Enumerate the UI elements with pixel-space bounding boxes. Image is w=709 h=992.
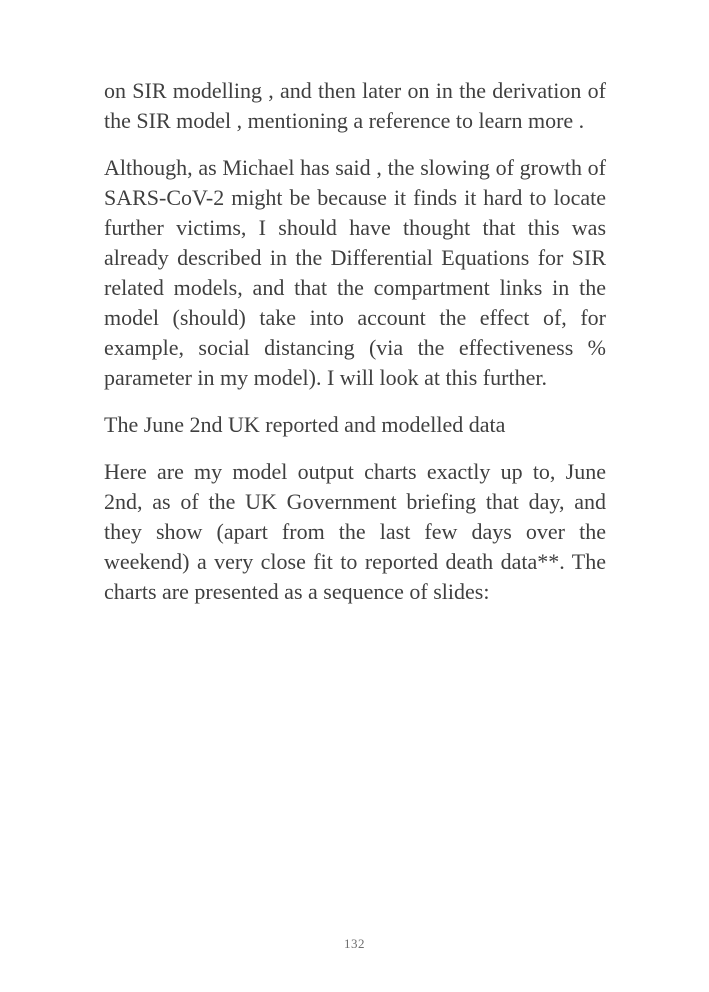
- paragraph-june-2nd-heading: The June 2nd UK reported and modelled data: [104, 412, 506, 437]
- page-number: 132: [344, 936, 365, 951]
- paragraph-model-output-charts: Here are my model output charts exactly up to, June 2nd, as of the UK Government briefing that day, and they show (apart from the last few days over the weekend) a very close fit to reported death data**. The charts are presented as a sequence of slides:: [104, 459, 606, 604]
- paragraph-sir-modelling-reference: on SIR modelling , and then later on in the derivation of the SIR model , mentioning a reference to learn more .: [104, 78, 606, 133]
- page-body-text: [104, 76, 606, 624]
- paragraph-although-michael-differential-equations: Although, as Michael has said , the slowing of growth of SARS-CoV-2 might be because it finds it hard to locate further victims, I should have thought that this was already described in the Differential Equations for SIR related models, and that the compartment links in the model (should) take into account the effect of, for example, social distancing (via the effectiveness % parameter in my model). I will look at this further.: [104, 155, 606, 390]
